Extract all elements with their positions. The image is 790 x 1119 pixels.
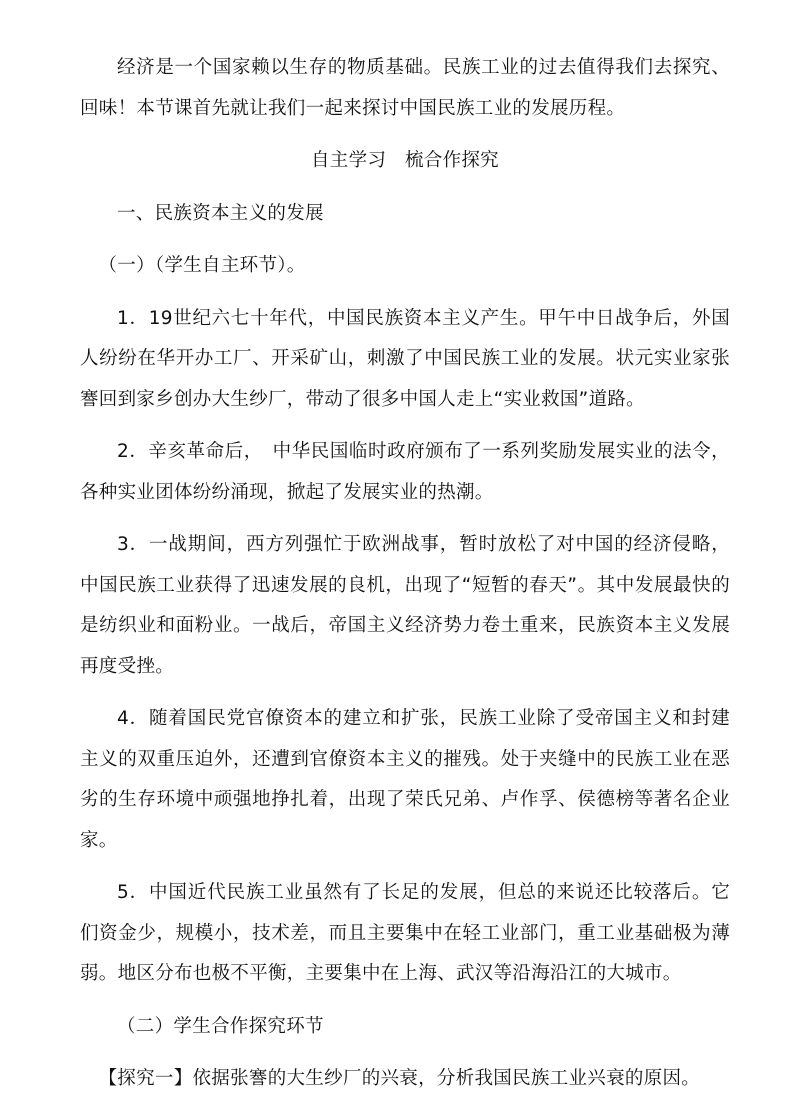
intro-paragraph: 经济是一个国家赖以生存的物质基础。民族工业的过去值得我们去探究、回味！本节课首先就让我们一起来探讨中国民族工业的发展历程。 — [80, 57, 730, 119]
list-item-2: 2．辛亥革命后， 中华民国临时政府颁布了一系列奖励发展实业的法令，各种实业团体纷纷涌现，掀起了发展实业的热潮。 — [80, 441, 730, 503]
list-item-1: 1．19世纪六七十年代，中国民族资本主义产生。甲午中日战争后，外国人纷纷在华开办工厂、开采矿山，刺激了中国民族工业的发展。状元实业家张謇回到家乡创办大生纱厂，带动了很多中国人走上“实业救国”道路。 — [80, 307, 730, 410]
inquiry-one: 【探究一】依据张謇的大生纱厂的兴衰，分析我国民族工业兴衰的原因。 — [98, 1068, 701, 1089]
list-item-3: 3．一战期间，西方列强忙于欧洲战事，暂时放松了对中国的经济侵略，中国民族工业获得了迅速发展的良机，出现了“短暂的春天”。其中发展最快的是纺织业和面粉业。一战后，帝国主义经济势力卷土重来，民族资本主义发展再度受挫。 — [80, 534, 730, 677]
heading-national-capitalism: 一、民族资本主义的发展 — [117, 202, 324, 224]
document-page — [80, 48, 730, 1100]
list-item-4: 4．随着国民党官僚资本的建立和扩张，民族工业除了受帝国主义和封建主义的双重压迫外，还遭到官僚资本主义的摧残。处于夹缝中的民族工业在恶劣的生存环境中顽强地挣扎着，出现了荣氏兄弟、卢作孚、侯德榜等著名企业家。 — [80, 708, 730, 851]
subheading-cooperative-inquiry: （二）学生合作探究环节 — [117, 1015, 324, 1037]
list-item-5: 5．中国近代民族工业虽然有了长足的发展，但总的来说还比较落后。它们资金少，规模小，技术差，而且主要集中在轻工业部门，重工业基础极为薄弱。地区分布也极不平衡，主要集中在上海、武汉等沿海沿江的大城市。 — [80, 882, 730, 984]
subheading-self-study: （一）（学生自主环节）。 — [98, 255, 306, 276]
section-heading: 自主学习 梳合作探究 — [310, 150, 499, 171]
